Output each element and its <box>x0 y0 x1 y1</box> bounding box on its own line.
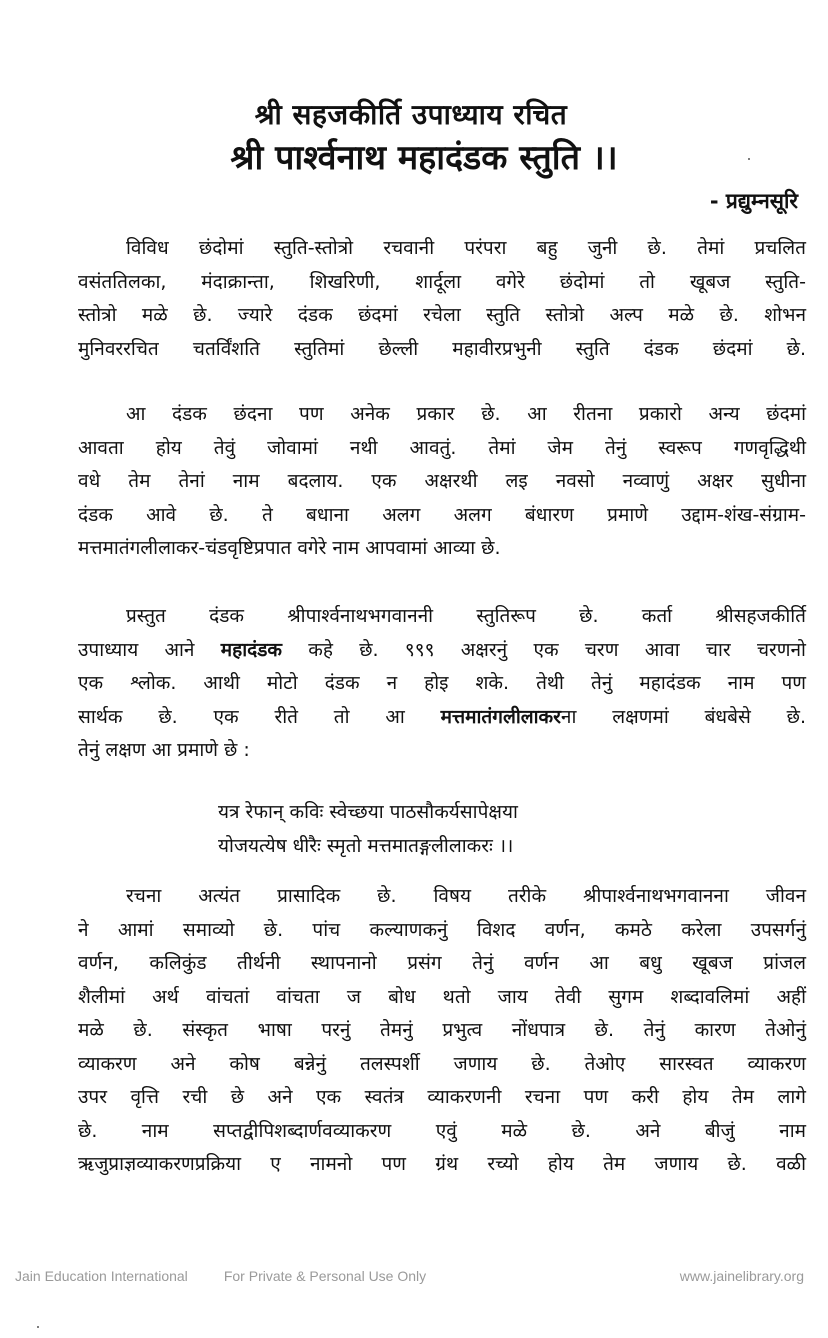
paragraph-line: विविध छंदोमां स्तुति-स्तोत्रो रचवानी परंपरा बहु जुनी छे. तेमां प्रचलित <box>126 237 806 259</box>
text-run: ना लक्षणमां बंधबेसे छे. <box>560 705 806 728</box>
scan-speck <box>37 1326 39 1328</box>
paragraph-line: आ दंडक छंदना पण अनेक प्रकार छे. आ रीतना प्रकारो अन्य छंदमां <box>126 403 806 425</box>
text-run: कहे छे. ९९९ अक्षरनुं एक चरण आवा चार चरणनो <box>281 638 806 661</box>
text-run: उपाध्याय आने <box>78 638 221 661</box>
paragraph-3 <box>78 600 806 768</box>
paragraph-4 <box>78 880 806 1182</box>
paragraph-line: छे. नाम सप्तद्वीपिशब्दार्णवव्याकरण एवुं मळे छे. अने बीजुं नाम <box>78 1119 806 1142</box>
paragraph-line: ऋजुप्राज्ञव्याकरणप्रक्रिया ए नामनो पण ग्रंथ रच्यो होय तेम जणाय छे. वळी <box>78 1153 806 1175</box>
paragraph-line: आवता होय तेवुं जोवामां नथी आवतुं. तेमां जेम तेनुं स्वरूप गणवृद्धिथी <box>78 436 806 459</box>
text-run: तेनुं लक्षण आ प्रमाणे छे : <box>78 739 250 761</box>
page-title: श्री पार्श्वनाथ महादंडक स्तुति ।। <box>230 138 618 178</box>
author-attribution: - प्रद्युम्नसूरि <box>709 189 798 213</box>
footer-website-link[interactable]: www.jainelibrary.org <box>679 1268 804 1284</box>
bold-term: महादंडक <box>220 638 282 661</box>
paragraph-line <box>78 734 806 768</box>
page-subtitle: श्री सहजकीर्ति उपाध्याय रचित <box>254 98 568 131</box>
paragraph-1 <box>78 232 806 366</box>
bold-term: मत्तमातंगलीलाकर <box>440 705 561 728</box>
text-run: प्रस्तुत दंडक श्रीपार्श्वनाथभगवाननी स्तुतिरूप छे. कर्ता श्रीसहजकीर्ति <box>126 605 806 627</box>
scan-speck <box>748 158 750 160</box>
footer-publisher: Jain Education International <box>15 1268 188 1284</box>
text-run: सार्थक छे. एक रीते तो आ <box>78 705 441 728</box>
paragraph-line: वसंततिलका, मंदाक्रान्ता, शिखरिणी, शार्दूला वगेरे छंदोमां तो खूबज स्तुति- <box>78 270 806 293</box>
paragraph-line: उपर वृत्ति रची छे अने एक स्वतंत्र व्याकरणनी रचना पण करी होय तेम लागे <box>78 1086 806 1108</box>
text-run: एक श्लोक. आथी मोटो दंडक न होइ शके. तेथी तेनुं महादंडक नाम पण <box>78 672 806 694</box>
paragraph-line: शैलीमां अर्थ वांचतां वांचता ज बोध थतो जाय तेवी सुगम शब्दावलिमां अहीं <box>78 985 806 1008</box>
paragraph-line: मुनिवररचित चतर्विंशति स्तुतिमां छेल्ली महावीरप्रभुनी स्तुति दंडक छंदमां छे. <box>78 337 806 360</box>
paragraph-line: वर्णन, कलिकुंड तीर्थनी स्थापनानो प्रसंग तेनुं वर्णन आ बधु खूबज प्रांजल <box>78 952 806 974</box>
footer-usage-notice: For Private & Personal Use Only <box>223 1268 427 1284</box>
paragraph-line: रचना अत्यंत प्रासादिक छे. विषय तरीके श्रीपार्श्वनाथभगवानना जीवन <box>126 885 806 907</box>
paragraph-line <box>78 634 806 668</box>
verse-line: यत्र रेफान् कविः स्वेच्छया पाठसौकर्यसापेक्षया <box>218 801 518 823</box>
paragraph-line: वधे तेम तेनां नाम बदलाय. एक अक्षरथी लइ नवसो नव्वाणुं अक्षर सुधीना <box>78 470 806 492</box>
paragraph-line <box>78 667 806 701</box>
paragraph-line: दंडक आवे छे. ते बधाना अलग अलग बंधारण प्रमाणे उद्दाम-शंख-संग्राम- <box>78 503 806 526</box>
sanskrit-verse <box>218 795 518 863</box>
paragraph-line: मत्तमातंगलीलाकर-चंडवृष्टिप्रपात वगेरे नाम आपवामां आव्या छे. <box>78 537 501 559</box>
paragraph-line: ने आमां समाव्यो छे. पांच कल्याणकनुं विशद वर्णन, कमठे करेला उपसर्गनुं <box>78 918 806 941</box>
paragraph-line <box>78 600 806 634</box>
paragraph-line: मळे छे. संस्कृत भाषा परनुं तेमनुं प्रभुत्व नोंधपात्र छे. तेनुं कारण तेओनुं <box>78 1019 806 1041</box>
paragraph-2 <box>78 398 806 566</box>
paragraph-line: स्तोत्रो मळे छे. ज्यारे दंडक छंदमां रचेला स्तुति स्तोत्रो अल्प मळे छे. शोभन <box>78 304 806 326</box>
verse-line: योजयत्येष धीरैः स्मृतो मत्तमातङ्गलीलाकरः ।। <box>218 835 514 857</box>
title-block <box>0 96 828 182</box>
paragraph-line <box>78 701 806 735</box>
paragraph-line: व्याकरण अने कोष बन्नेनुं तलस्पर्शी जणाय छे. तेओए सारस्वत व्याकरण <box>78 1052 806 1075</box>
